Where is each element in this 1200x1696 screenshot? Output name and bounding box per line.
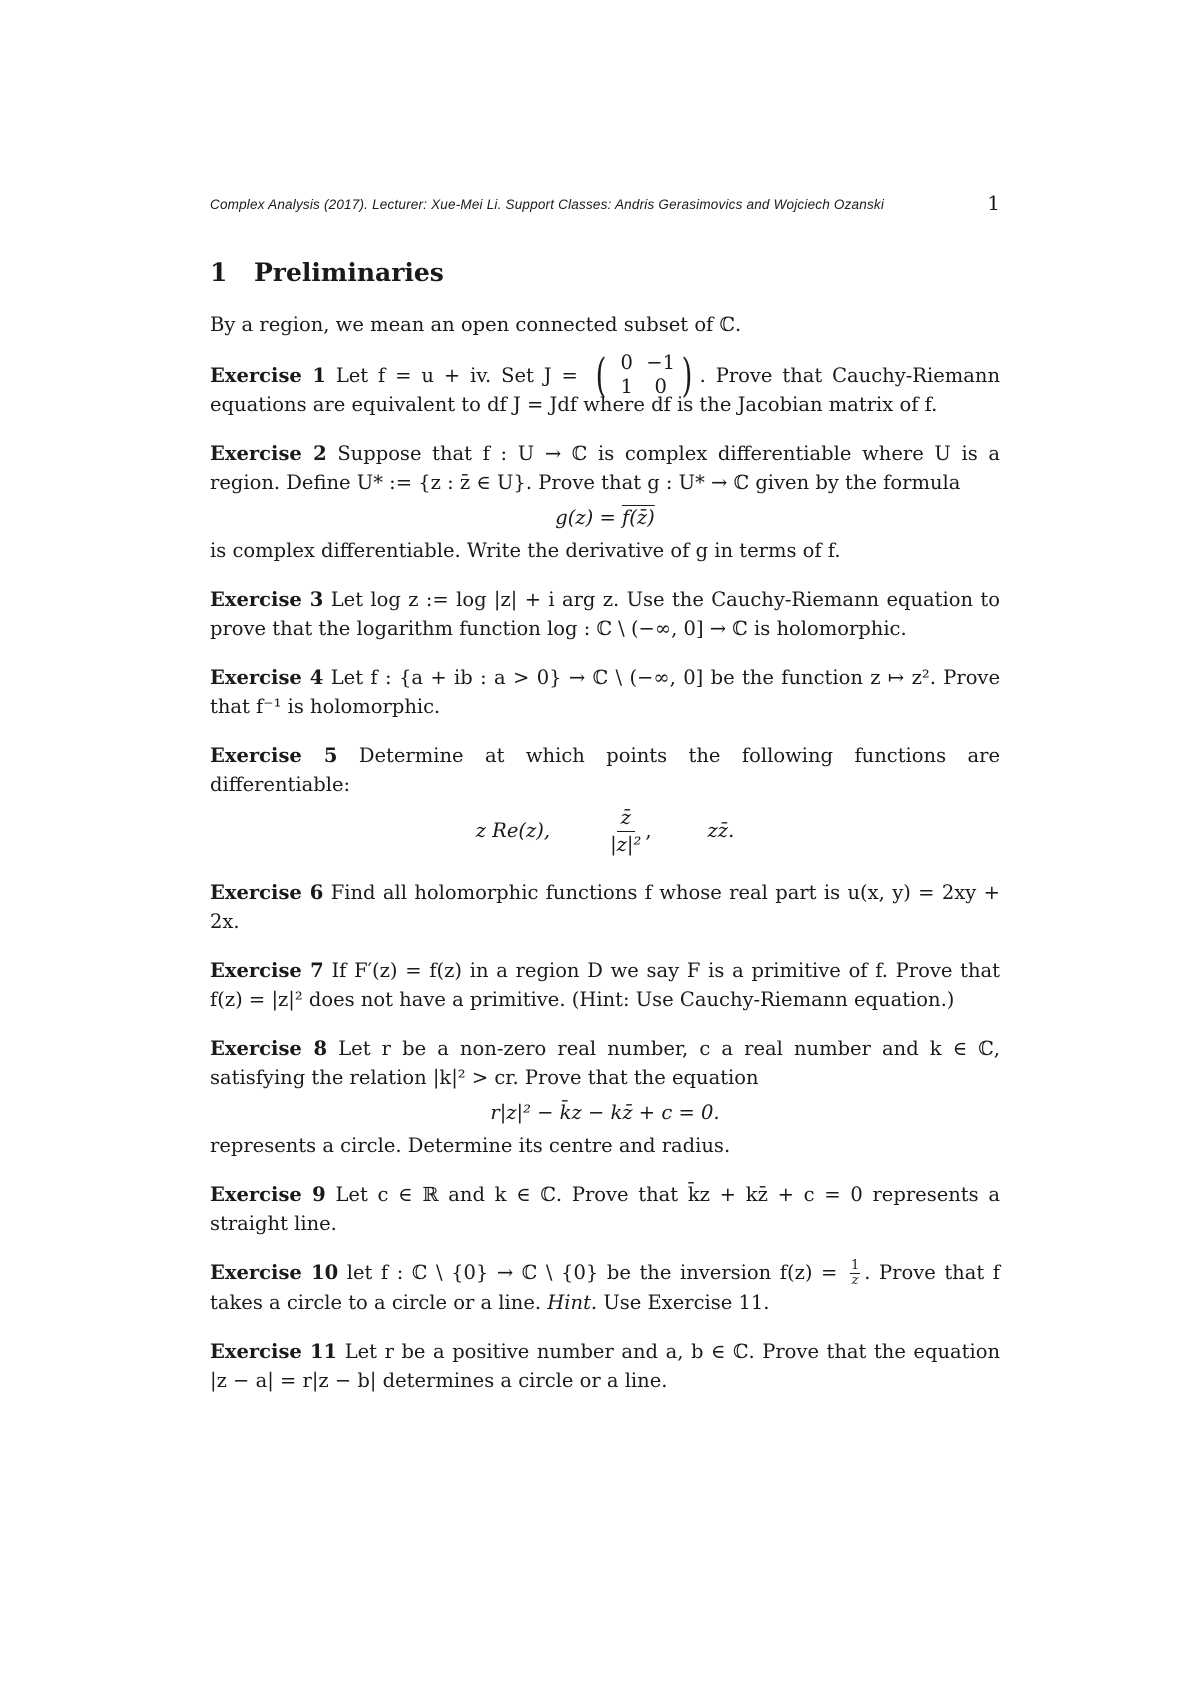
exercise-text-cont: is complex differentiable. Write the derivative of g in terms of f.: [210, 539, 841, 562]
exercise-text: Find all holomorphic functions f whose real part is u(x, y) = 2xy + 2x.: [210, 881, 1000, 933]
section-heading: [210, 258, 444, 287]
running-title: Complex Analysis (2017). Lecturer: Xue-Mei Li. Support Classes: Andris Gerasimovics and Wojciech Ozanski: [210, 197, 885, 212]
section-title: Preliminaries: [254, 258, 444, 287]
exercise-text-cont: . Prove that Cauchy-Riemann equations are equivalent to df J = Jdf where df is the Jacobian matrix of f.: [210, 364, 1000, 416]
display-equation: r|z|² − k̄z − kz̄ + c = 0.: [490, 1101, 720, 1124]
left-paren: (: [595, 347, 607, 402]
exercise-text-cont: represents a circle. Determine its centre and radius.: [210, 1134, 731, 1157]
exercise-text: Suppose that f : U → ℂ is complex differentiable where U is a region. Define U* := {z : z̄ ∈ U}. Prove that g : U* → ℂ given by the formula: [210, 442, 1000, 494]
matrix-entry: 0: [654, 374, 667, 398]
matrix-entry: 1: [620, 374, 633, 398]
exercise-label: Exercise 9: [210, 1183, 326, 1206]
exercise-text: Let f : {a + ib : a > 0} → ℂ \ (−∞, 0] be the function z ↦ z². Prove that f⁻¹ is holomorphic.: [210, 666, 1000, 718]
exercise-text: Let r be a non-zero real number, c a real number and k ∈ ℂ, satisfying the relation |k|² > cr. Prove that the equation: [210, 1037, 1000, 1089]
exercise-label: Exercise 10: [210, 1261, 339, 1284]
exercise-text: If F′(z) = f(z) in a region D we say F is a primitive of f. Prove that f(z) = |z|² does not have a primitive. (Hint: Use Cauchy-Riemann equation.): [210, 959, 1001, 1011]
hint-text: Use Exercise 11.: [603, 1291, 770, 1314]
exercise-text-cont: . Prove that f takes a circle to a circle or a line.: [210, 1261, 1000, 1314]
exercise-8: [210, 1034, 1000, 1160]
running-header: [210, 193, 1000, 219]
conjugate-expression: f(z̄): [622, 506, 655, 529]
exercise-text: Let log z := log |z| + i arg z. Use the Cauchy-Riemann equation to prove that the logarithm function log : ℂ \ (−∞, 0] → ℂ is holomorphic.: [210, 588, 1000, 640]
exercise-2: [210, 439, 1000, 565]
display-equation: z Re(z), $\frac{z̄}{\text{|z|²}}$ , zz̄.: [475, 806, 735, 856]
exercise-label: Exercise 2: [210, 442, 327, 465]
exercise-text: Let f = u + iv. Set J =: [335, 364, 578, 387]
hint-label: Hint.: [547, 1291, 598, 1314]
exercise-label: Exercise 1: [210, 364, 326, 387]
exercise-9: [210, 1180, 1000, 1238]
exercise-1: [210, 347, 1000, 419]
exercise-label: Exercise 3: [210, 588, 324, 611]
exercise-text: Let c ∈ ℝ and k ∈ ℂ. Prove that k̄z + kz̄ + c = 0 represents a straight line.: [210, 1183, 1000, 1235]
intro-paragraph: By a region, we mean an open connected subset of ℂ.: [210, 313, 742, 336]
exercise-4: [210, 663, 1000, 721]
matrix-j: [592, 347, 696, 402]
page-number: 1: [987, 191, 1000, 215]
matrix-entry: 0: [620, 350, 633, 374]
exercise-text: Let r be a positive number and a, b ∈ ℂ. Prove that the equation |z − a| = r|z − b| determines a circle or a line.: [210, 1340, 1001, 1392]
display-equation: g(z) = f(z̄): [555, 506, 655, 529]
right-paren: ): [681, 347, 693, 402]
exercise-label: Exercise 4: [210, 666, 324, 689]
exercise-label: Exercise 6: [210, 881, 324, 904]
exercise-label: Exercise 5: [210, 744, 338, 767]
section-number: 1: [210, 258, 228, 287]
exercise-text: let f : ℂ \ {0} → ℂ \ {0} be the inversion f(z) =: [346, 1261, 838, 1284]
exercise-text: Determine at which points the following functions are differentiable:: [210, 744, 1001, 796]
fraction: $\frac{1}{z}$: [850, 1258, 860, 1288]
exercise-label: Exercise 11: [210, 1340, 338, 1363]
exercise-7: [210, 956, 1000, 1014]
matrix-entry: −1: [646, 350, 676, 374]
exercise-label: Exercise 8: [210, 1037, 328, 1060]
exercise-6: [210, 878, 1000, 936]
exercise-10: [210, 1258, 1000, 1317]
exercise-11: [210, 1337, 1000, 1395]
exercise-3: [210, 585, 1000, 643]
document-body: [210, 310, 1000, 1415]
exercise-label: Exercise 7: [210, 959, 324, 982]
fraction: $\frac{z̄}{\text{|z|²}}$: [610, 806, 642, 856]
exercise-5: [210, 741, 1000, 858]
